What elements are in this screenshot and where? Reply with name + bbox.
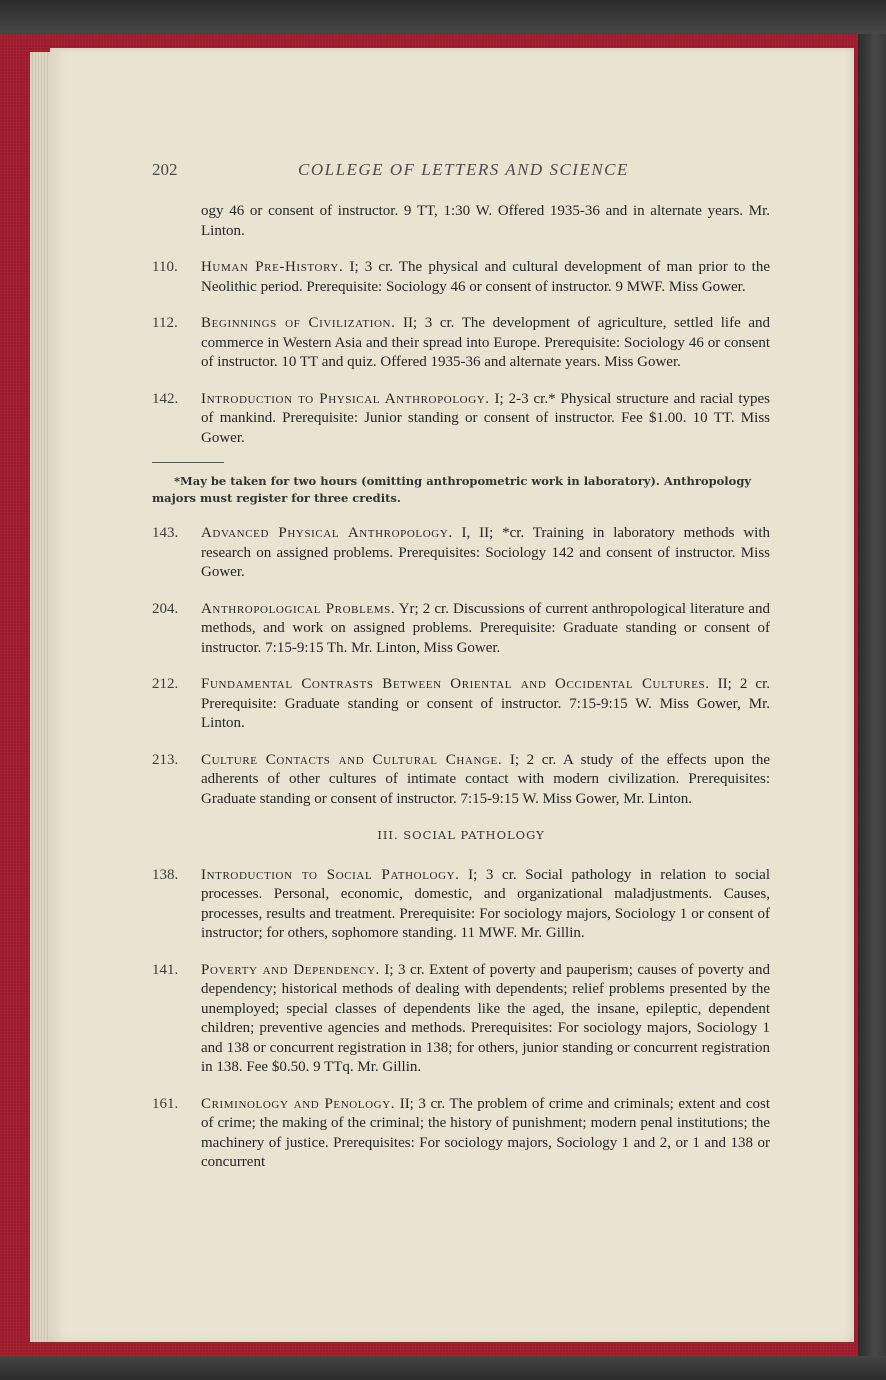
course-entry	[152, 961, 770, 1078]
course-title: Poverty and Dependency.	[201, 961, 380, 978]
course-entry	[152, 258, 770, 297]
course-description: II; 2 cr. Prerequisite: Graduate standing or consent of instructor. 7:15-9:15 W. Miss Gower, Mr. Linton.	[201, 676, 770, 731]
course-number: 161.	[152, 1095, 179, 1112]
course-description: II; 3 cr. The development of agriculture, settled life and commerce in Western Asia and their spread into Europe. Prerequisite: Sociology 46 or consent of instructor. 10 TT and quiz. Offered 1935-36 and alternate years. Miss Gower.	[201, 315, 770, 370]
course-title: Criminology and Penology.	[201, 1095, 396, 1112]
course-description: Yr; 2 cr. Discussions of current anthropological literature and methods, and work on assigned problems. Prerequisite: Graduate standing or consent of instructor. 7:15-9:15 Th. Mr. Linton, Miss Gower.	[201, 600, 770, 656]
page-header	[152, 160, 772, 186]
page-number: 202	[152, 160, 178, 179]
course-list-anthropology	[152, 258, 770, 448]
course-title: Anthropological Problems.	[201, 600, 396, 617]
footnote-text: *May be taken for two hours (omitting anthropometric work in laboratory). Anthropology majors must register for three credits.	[152, 474, 752, 505]
right-background	[858, 34, 886, 1360]
course-description: I; 2-3 cr.* Physical structure and racial types of mankind. Prerequisite: Junior standing or consent of instructor. Fee $1.00. 10 TT. Miss Gower.	[201, 390, 770, 446]
page-body	[152, 202, 770, 1190]
course-entry	[152, 314, 770, 373]
bottom-background	[0, 1356, 886, 1380]
course-description: I; 3 cr. Social pathology in relation to social processes. Personal, economic, domestic, and organizational maladjustments. Causes, processes, results and treatment. Prerequisite: For sociology majors, Sociology 1 or consent of instructor; for others, sophomore standing. 11 MWF. Mr. Gillin.	[201, 866, 771, 941]
course-title: Beginnings of Civilization.	[201, 315, 396, 331]
course-list-social-pathology	[152, 866, 770, 1173]
top-background	[0, 0, 886, 38]
course-list-anthropology-continued	[152, 524, 770, 809]
course-number: 138.	[152, 866, 179, 883]
course-entry	[152, 1095, 770, 1173]
course-number: 213.	[152, 751, 179, 768]
footnote	[152, 473, 770, 507]
course-number: 142.	[152, 390, 179, 407]
course-description: I, II; *cr. Training in laboratory methods with research on assigned problems. Prerequisites: Sociology 142 and consent of instructor. Miss Gower.	[201, 525, 770, 580]
course-description: I; 3 cr. Extent of poverty and pauperism; causes of poverty and dependency; historical methods of dealing with dependents; relief problems presented by the unemployed; special classes of dependents like the aged, the insane, epileptic, dependent children; preventive agencies and methods. Prerequisites: For sociology majors, Sociology 1 and 138 or concurrent registration in 138; for others, junior standing or concurrent registration in 138. Fee $0.50. 9 TTq. Mr. Gillin.	[201, 961, 771, 1075]
course-number: 110.	[152, 259, 178, 275]
course-entry	[152, 675, 770, 734]
course-number: 143.	[152, 525, 179, 541]
course-number: 112.	[152, 315, 178, 331]
course-description: I; 3 cr. The physical and cultural development of man prior to the Neolithic period. Prerequisite: Sociology 46 or consent of instructor. 9 MWF. Miss Gower.	[201, 259, 770, 295]
course-title: Introduction to Physical Anthropology.	[201, 390, 490, 407]
footnote-rule	[152, 462, 224, 463]
course-entry	[152, 751, 770, 810]
course-number: 204.	[152, 600, 179, 617]
course-number: 212.	[152, 676, 179, 692]
course-number: 141.	[152, 961, 179, 978]
course-title: Advanced Physical Anthropology.	[201, 525, 453, 541]
course-title: Human Pre-History.	[201, 259, 344, 275]
course-title: Introduction to Social Pathology.	[201, 866, 460, 883]
section-heading: III. SOCIAL PATHOLOGY	[377, 828, 545, 842]
course-title: Culture Contacts and Cultural Change.	[201, 751, 503, 768]
course-entry	[152, 524, 770, 583]
course-entry	[152, 600, 770, 659]
course-description: I; 2 cr. A study of the effects upon the adherents of other cultures of intimate contact with modern civilization. Prerequisites: Graduate standing or consent of instructor. 7:15-9:15 W. Miss Gower, Mr. Linton.	[201, 751, 771, 807]
running-head: COLLEGE OF LETTERS AND SCIENCE	[298, 160, 629, 179]
course-entry	[152, 866, 770, 944]
course-description: II; 3 cr. The problem of crime and criminals; extent and cost of crime; the making of the criminal; the history of punishment; modern penal institutions; the machinery of justice. Prerequisites: For sociology majors, Sociology 1 and 2, or 1 and 138 or concurrent	[201, 1095, 771, 1170]
course-entry	[152, 390, 770, 449]
course-title: Fundamental Contrasts Between Oriental and Occidental Cultures.	[201, 676, 710, 692]
continuation-text: ogy 46 or consent of instructor. 9 TT, 1:30 W. Offered 1935-36 and in alternate years. Mr. Linton.	[201, 203, 770, 239]
